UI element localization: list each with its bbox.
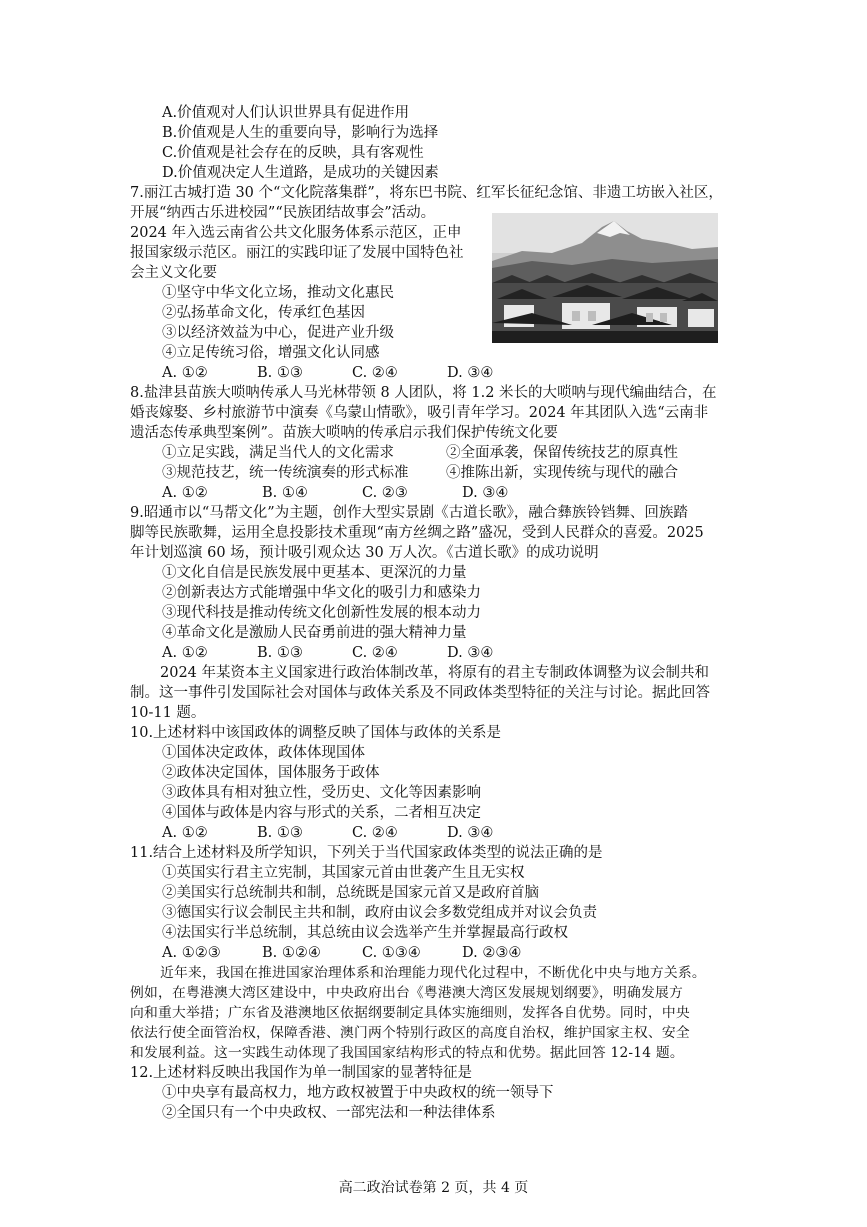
q8-item-1: ①立足实践，满足当代人的文化需求	[162, 445, 394, 461]
q10-item-1: ①国体决定政体，政体体现国体	[162, 745, 365, 761]
q11-item-2: ②美国实行总统制共和制，总统既是国家元首又是政府首脑	[162, 885, 539, 901]
q8-stem-line-1: 8.盐津县苗族大唢呐传承人马光林带领 8 人团队，将 1.2 米长的大唢呐与现代编曲结合，在	[130, 385, 717, 401]
q9-choice-b: B. ①③	[257, 645, 303, 661]
q8-stem-line-2: 婚丧嫁娶、乡村旅游节中演奏《乌蒙山情歌》，吸引青年学习。2024 年其团队入选“云南非	[130, 405, 709, 421]
q7-choice-a: A. ①②	[162, 365, 208, 381]
q7-choices	[130, 363, 730, 383]
q11-item-4: ④法国实行半总统制，其总统由议会选举产生并掌握最高行政权	[162, 925, 568, 941]
q9-stem-line-2: 脚等民族歌舞，运用全息投影技术重现“南方丝绸之路”盛况，受到人民群众的喜爱。2025	[130, 525, 704, 541]
material-12-14-line-5: 和发展利益。这一实践生动体现了我国国家结构形式的特点和优势。据此回答 12-14 题。	[130, 1045, 684, 1061]
q11-item-3: ③德国实行议会制民主共和制，政府由议会多数党组成并对议会负责	[162, 905, 597, 921]
q8-choice-a: A. ①②	[162, 485, 208, 501]
material-12-14-line-1: 近年来，我国在推进国家治理体系和治理能力现代化过程中，不断优化中央与地方关系。	[160, 965, 706, 981]
q8-items-row-1	[130, 443, 730, 463]
material-10-11-line-2: 制。这一事件引发国际社会对国体与政体关系及不同政体类型特征的关注与讨论。据此回答	[130, 685, 710, 701]
q11-choice-a: A. ①②③	[162, 945, 221, 961]
q7-stem-line-5: 会主义文化要	[130, 265, 217, 281]
q10-item-3: ③政体具有相对独立性，受历史、文化等因素影响	[162, 785, 481, 801]
q7-item-2: ②弘扬革命文化，传承红色基因	[162, 305, 365, 321]
q9-choices	[130, 643, 730, 663]
q9-stem-line-3: 年计划巡演 60 场，预计吸引观众达 30 万人次。《古道长歌》的成功说明	[130, 545, 599, 561]
q7-stem-line-3: 2024 年入选云南省公共文化服务体系示范区，正申	[130, 225, 462, 241]
q10-stem: 10.上述材料中该国政体的调整反映了国体与政体的关系是	[130, 725, 502, 741]
q7-choice-b: B. ①③	[257, 365, 303, 381]
q11-item-1: ①英国实行君主立宪制，其国家元首由世袭产生且无实权	[162, 865, 525, 881]
q10-choice-d: D. ③④	[447, 825, 494, 841]
q8-choice-d: D. ③④	[462, 485, 509, 501]
q12-item-1: ①中央享有最高权力，地方政权被置于中央政权的统一领导下	[162, 1085, 554, 1101]
q8-choice-c: C. ②③	[362, 485, 408, 501]
material-10-11-line-1: 2024 年某资本主义国家进行政治体制改革，将原有的君主专制政体调整为议会制共和	[160, 665, 710, 681]
photo-illustration	[492, 213, 718, 343]
q11-choice-b: B. ①②④	[262, 945, 321, 961]
q8-item-3: ③规范技艺，统一传统演奏的形式标准	[162, 465, 409, 481]
q8-item-2: ②全面承袭，保留传统技艺的原真性	[446, 445, 678, 461]
q7-stem-line-4: 报国家级示范区。丽江的实践印证了发展中国特色社	[130, 245, 464, 261]
lijiang-old-town-photo	[492, 213, 718, 343]
q10-item-2: ②政体决定国体，国体服务于政体	[162, 765, 380, 781]
q7-item-4: ④立足传统习俗，增强文化认同感	[162, 345, 380, 361]
q9-item-4: ④革命文化是激励人民奋勇前进的强大精神力量	[162, 625, 467, 641]
q6-option-a: A.价值观对人们认识世界具有促进作用	[162, 105, 410, 121]
q6-option-b: B.价值观是人生的重要向导，影响行为选择	[162, 125, 439, 141]
q7-item-1: ①坚守中华文化立场，推动文化惠民	[162, 285, 394, 301]
q8-items-row-2	[130, 463, 730, 483]
q7-item-3: ③以经济效益为中心，促进产业升级	[162, 325, 394, 341]
q9-choice-a: A. ①②	[162, 645, 208, 661]
q9-item-2: ②创新表达方式能增强中华文化的吸引力和感染力	[162, 585, 481, 601]
q11-stem: 11.结合上述材料及所学知识，下列关于当代国家政体类型的说法正确的是	[130, 845, 603, 861]
q12-item-2: ②全国只有一个中央政权、一部宪法和一种法律体系	[162, 1105, 496, 1121]
q6-option-d: D.价值观决定人生道路，是成功的关键因素	[162, 165, 439, 181]
q10-choice-c: C. ②④	[352, 825, 398, 841]
q7-choice-d: D. ③④	[447, 365, 494, 381]
q9-stem-line-1: 9.昭通市以“马帮文化”为主题，创作大型实景剧《古道长歌》，融合彝族铃铛舞、回族踏	[130, 505, 688, 521]
q10-item-4: ④国体与政体是内容与形式的关系，二者相互决定	[162, 805, 481, 821]
q6-option-c: C.价值观是社会存在的反映，具有客观性	[162, 145, 424, 161]
q9-choice-d: D. ③④	[447, 645, 494, 661]
page-footer: 高二政治试卷第 2 页，共 4 页	[338, 1180, 529, 1196]
q11-choice-c: C. ①③④	[362, 945, 421, 961]
q11-choices	[130, 943, 730, 963]
q9-item-1: ①文化自信是民族发展中更基本、更深沉的力量	[162, 565, 467, 581]
q8-choices	[130, 483, 730, 503]
material-12-14-line-2: 例如，在粤港澳大湾区建设中，中央政府出台《粤港澳大湾区发展规划纲要》，明确发展方	[130, 985, 683, 1001]
q10-choices	[130, 823, 730, 843]
material-10-11-line-3: 10-11 题。	[130, 705, 206, 721]
q8-choice-b: B. ①④	[262, 485, 308, 501]
q7-choice-c: C. ②④	[352, 365, 398, 381]
q8-stem-line-3: 遗活态传承典型案例”。苗族大唢呐的传承启示我们保护传统文化要	[130, 425, 558, 441]
q7-stem-line-1: 7.丽江古城打造 30 个“文化院落集群”，将东巴书院、红军长征纪念馆、非遗工坊嵌入社区，	[130, 185, 723, 201]
q8-item-4: ④推陈出新，实现传统与现代的融合	[446, 465, 678, 481]
q10-choice-a: A. ①②	[162, 825, 208, 841]
q10-choice-b: B. ①③	[257, 825, 303, 841]
material-12-14-line-4: 依法行使全面管治权，保障香港、澳门两个特别行政区的高度自治权，维护国家主权、安全	[130, 1025, 690, 1041]
q9-choice-c: C. ②④	[352, 645, 398, 661]
q7-stem-line-2: 开展“纳西古乐进校园”“民族团结故事会”活动。	[130, 205, 436, 221]
q9-item-3: ③现代科技是推动传统文化创新性发展的根本动力	[162, 605, 481, 621]
material-12-14-line-3: 向和重大举措；广东省及港澳地区依据纲要制定具体实施细则，发挥各自优势。同时，中央	[130, 1005, 690, 1021]
q11-choice-d: D. ②③④	[462, 945, 522, 961]
q12-stem: 12.上述材料反映出我国作为单一制国家的显著特征是	[130, 1065, 473, 1081]
